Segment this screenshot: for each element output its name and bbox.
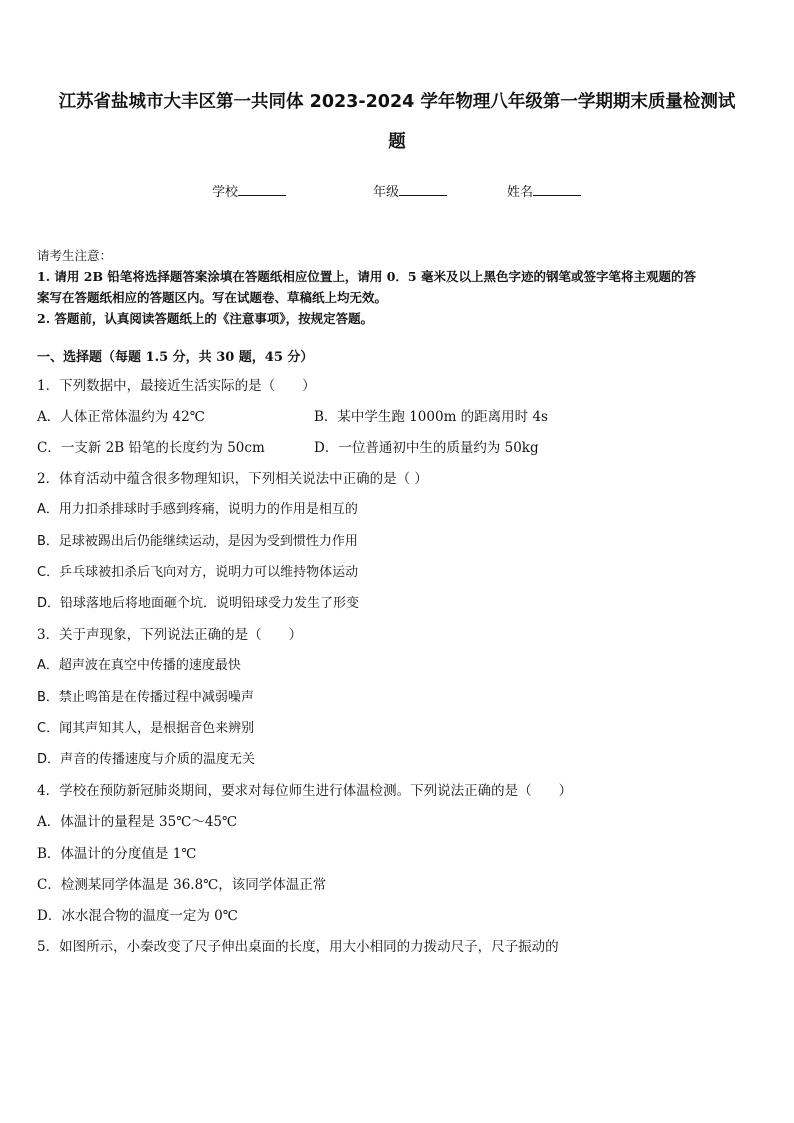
question-4-stem: 4．学校在预防新冠肺炎期间，要求对每位师生进行体温检测。下列说法正确的是（ ）	[37, 783, 573, 799]
exam-title-line2: 题	[388, 132, 406, 152]
question-2-option-c: C．乒乓球被扣杀后飞向对方，说明力可以维持物体运动	[37, 565, 359, 580]
school-label: 学校	[212, 185, 239, 200]
question-4-option-c: C．检测某同学体温是 36.8℃，该同学体温正常	[37, 877, 327, 893]
candidate-notice	[37, 245, 759, 329]
question-4-option-a: A．体温计的量程是 35℃～45℃	[37, 814, 238, 830]
notice-item-2: 2. 答题前，认真阅读答题纸上的《注意事项》，按规定答题。	[37, 311, 374, 326]
question-3-option-c: C．闻其声知其人，是根据音色来辨别	[37, 721, 255, 736]
question-4-option-b: B．体温计的分度值是 1℃	[37, 846, 197, 862]
question-1-option-c: C．一支新 2B 铅笔的长度约为 50cm	[37, 440, 265, 456]
notice-item-1-line2: 案写在答题纸相应的答题区内。写在试题卷、草稿纸上均无效。	[37, 290, 388, 305]
grade-blank[interactable]	[399, 182, 447, 196]
question-3-option-a: A．超声波在真空中传播的速度最快	[37, 658, 241, 673]
question-3-option-b: B．禁止鸣笛是在传播过程中减弱噪声	[37, 690, 254, 705]
question-1-option-d: D．一位普通初中生的质量约为 50kg	[314, 440, 539, 456]
question-3-stem: 3．关于声现象，下列说法正确的是（ ）	[37, 627, 303, 643]
exam-title-line1: 江苏省盐城市大丰区第一共同体 2023-2024 学年物理八年级第一学期期末质量检测试	[58, 92, 736, 112]
question-2-option-a: A．用力扣杀排球时手感到疼痛，说明力的作用是相互的	[37, 502, 358, 517]
student-info-row	[0, 181, 794, 201]
question-2-option-b: B．足球被踢出后仍能继续运动，是因为受到惯性力作用	[37, 534, 358, 549]
grade-label: 年级	[373, 185, 400, 200]
question-2-option-d: D．铅球落地后将地面砸个坑．说明铅球受力发生了形变	[37, 596, 360, 611]
school-field	[212, 181, 286, 200]
notice-heading: 请考生注意：	[37, 248, 113, 263]
section-heading: 一、选择题（每题 1.5 分，共 30 题，45 分）	[37, 350, 314, 365]
question-4-option-d: D．冰水混合物的温度一定为 0℃	[37, 908, 238, 924]
name-blank[interactable]	[533, 182, 581, 196]
name-field	[507, 181, 581, 200]
name-label: 姓名	[507, 185, 534, 200]
question-1-option-a: A．人体正常体温约为 42℃	[37, 409, 205, 425]
question-5-stem: 5．如图所示，小秦改变了尺子伸出桌面的长度，用大小相同的力拨动尺子，尺子振动的	[37, 939, 559, 955]
question-1-stem: 1．下列数据中，最接近生活实际的是（ ）	[37, 378, 316, 394]
grade-field	[373, 181, 447, 200]
school-blank[interactable]	[238, 182, 286, 196]
question-1-option-b: B．某中学生跑 1000m 的距离用时 4s	[314, 409, 548, 425]
question-3-option-d: D．声音的传播速度与介质的温度无关	[37, 752, 256, 767]
notice-item-1-line1: 1. 请用 2B 铅笔将选择题答案涂填在答题纸相应位置上，请用 0．5 毫米及以上黑色字迹的钢笔或签字笔将主观题的答	[37, 269, 696, 284]
question-2-stem: 2．体育活动中蕴含很多物理知识，下列相关说法中正确的是（ ）	[37, 471, 428, 487]
